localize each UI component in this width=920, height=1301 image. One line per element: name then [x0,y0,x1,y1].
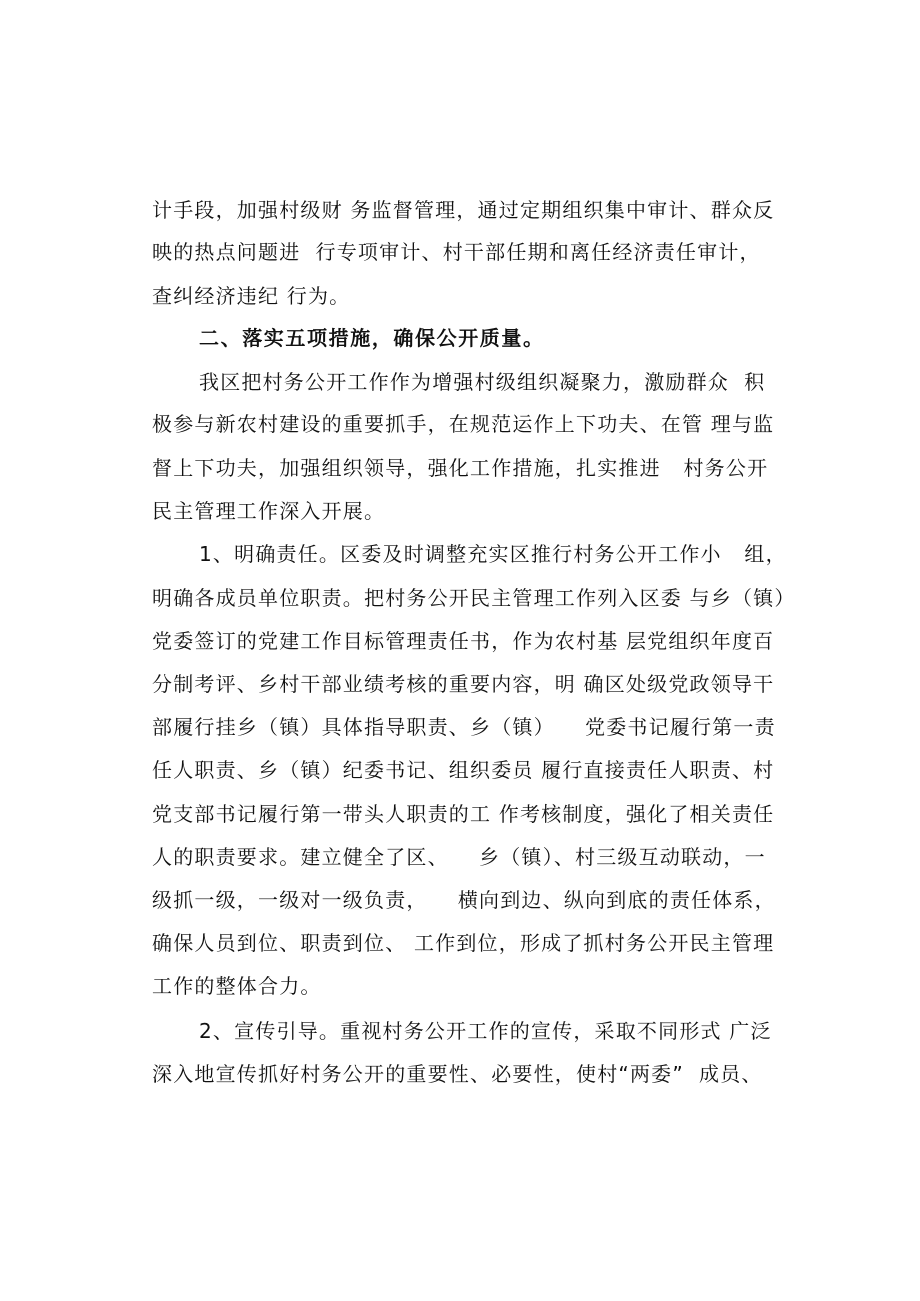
text-line: 我区把村务公开工作作为增强村级组织凝聚力，激励群众 积 [199,370,766,394]
text-line: 人的职责要求。建立健全了区、 乡（镇）、村三级互动联动，一 [152,845,766,869]
text-line: 映的热点问题进 行专项审计、村干部任期和离任经济责任审计， [152,240,761,264]
text-line: 党支部书记履行第一带头人职责的工 作考核制度，强化了相关责任 [152,802,775,826]
text-line: 深入地宣传抓好村务公开的重要性、必要性，使村“两委” 成员、 [152,1062,763,1086]
text-line: 计手段，加强村级财 务监督管理，通过定期组织集中审计、群众反 [152,198,775,222]
text-line: 2、宣传引导。重视村务公开工作的宣传，采取不同形式 广泛 [199,1019,772,1043]
text-line: 查纠经济违纪 行为。 [152,284,351,308]
text-line: 工作的整体合力。 [152,974,322,998]
text-line: 部履行挂乡（镇）具体指导职责、乡（镇） 党委书记履行第一责 [152,715,776,739]
text-line: 确保人员到位、职责到位、 工作到位，形成了抓村务公开民主管理 [152,931,775,955]
text-line: 督上下功夫，加强组织领导，强化工作措施，扎实推进 村务公开 [152,456,769,480]
text-line: 分制考评、乡村干部业绩考核的重要内容，明 确区处级党政领导干 [152,672,775,696]
text-line: 1、明确责任。区委及时调整充实区推行村务公开工作小 组， [199,542,787,566]
text-line: 极参与新农村建设的重要抓手，在规范运作上下功夫、在管 理与监 [152,412,775,436]
text-line: 民主管理工作深入开展。 [152,499,386,523]
text-line: 明确各成员单位职责。把村务公开民主管理工作列入区委 与乡（镇） [152,586,796,610]
section-heading: 二、落实五项措施，确保公开质量。 [199,326,545,350]
text-line: 级抓一级，一级对一级负责， 横向到边、纵向到底的责任体系， [152,888,776,912]
text-line: 党委签订的党建工作目标管理责任书，作为农村基 层党组织年度百 [152,629,775,653]
text-line: 任人职责、乡（镇）纪委书记、组织委员 履行直接责任人职责、村 [152,758,775,782]
